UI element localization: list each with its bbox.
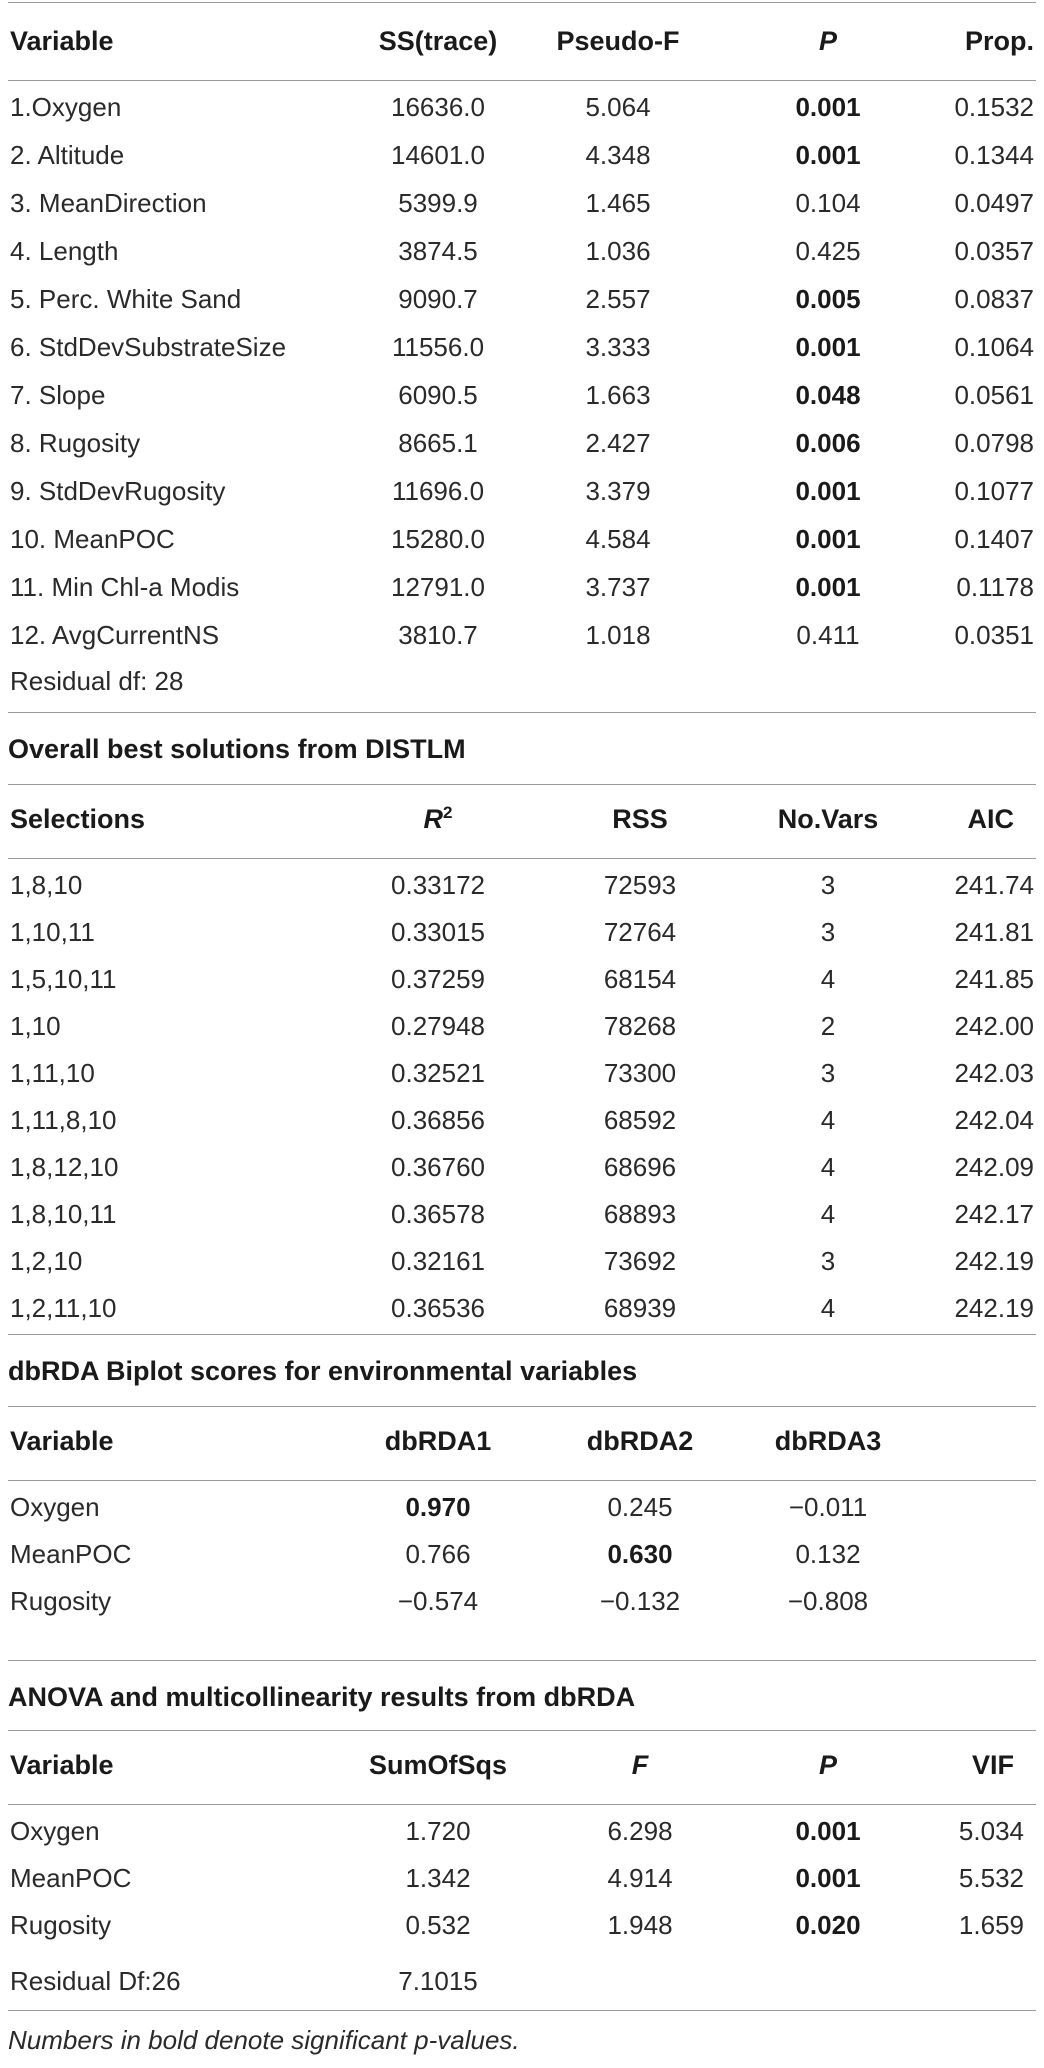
table-row: [0, 1808, 1044, 1854]
cell-ss-trace: 11696.0: [391, 476, 485, 506]
table-rule: [8, 1804, 1036, 1805]
cell-f: 4.914: [607, 1863, 673, 1893]
cell-ss-trace: 11556.0: [391, 332, 485, 362]
table-rule: [8, 712, 1036, 713]
cell-aic: 242.19: [954, 1293, 1034, 1323]
cell-no-vars: 3: [820, 1058, 836, 1088]
cell-variable: MeanPOC: [10, 1863, 132, 1893]
table1-header-row: [0, 18, 1044, 64]
cell-no-vars: 4: [820, 1152, 836, 1182]
cell-prop: 0.1178: [956, 572, 1034, 602]
header-sumofsqs: SumOfSqs: [368, 1750, 508, 1780]
table-row: [0, 909, 1044, 955]
cell-no-vars: 4: [820, 1293, 836, 1323]
cell-pseudo-f: 5.064: [585, 92, 651, 122]
table-row: [0, 612, 1044, 658]
cell-p-value: 0.001: [795, 332, 861, 362]
cell-dbrda3: 0.132: [795, 1539, 861, 1569]
cell-vif: 1.659: [958, 1910, 1024, 1940]
cell-prop: 0.0798: [954, 428, 1034, 458]
table-row: [0, 420, 1044, 466]
cell-variable: 2. Altitude: [10, 140, 125, 170]
cell-rss: 78268: [603, 1011, 677, 1041]
table-row: [0, 1531, 1044, 1577]
table2-header-row: [0, 796, 1044, 842]
header-f: F: [631, 1750, 649, 1780]
cell-no-vars: 4: [820, 1199, 836, 1229]
table-row: [0, 1285, 1044, 1331]
table-row: [0, 1144, 1044, 1190]
cell-p-value: 0.001: [795, 572, 861, 602]
header-variable: Variable: [10, 26, 114, 56]
cell-variable: 8. Rugosity: [10, 428, 141, 458]
cell-ss-trace: 8665.1: [398, 428, 478, 458]
table1-footer-row: [0, 658, 1044, 704]
cell-variable: Rugosity: [10, 1586, 112, 1616]
cell-no-vars: 2: [820, 1011, 836, 1041]
cell-variable: 10. MeanPOC: [10, 524, 175, 554]
cell-aic: 242.09: [954, 1152, 1034, 1182]
cell-r-squared: 0.36536: [391, 1293, 485, 1323]
cell-sumofsqs: 1.720: [405, 1816, 471, 1846]
cell-f: 1.948: [607, 1910, 673, 1940]
cell-ss-trace: 12791.0: [391, 572, 485, 602]
table-rule: [8, 858, 1036, 859]
cell-no-vars: 3: [820, 870, 836, 900]
table-row: [0, 372, 1044, 418]
cell-prop: 0.1064: [954, 332, 1034, 362]
table-footnote: Numbers in bold denote significant p-values.: [8, 2025, 520, 2055]
cell-variable: Rugosity: [10, 1910, 112, 1940]
cell-p-value: 0.001: [795, 140, 861, 170]
cell-pseudo-f: 1.465: [585, 188, 651, 218]
cell-rss: 68939: [603, 1293, 677, 1323]
cell-dbrda1: 0.766: [405, 1539, 471, 1569]
cell-prop: 0.1407: [954, 524, 1034, 554]
cell-rss: 68154: [603, 964, 677, 994]
cell-prop: 0.1532: [954, 92, 1034, 122]
cell-selections: 1,8,12,10: [10, 1152, 119, 1182]
cell-selections: 1,2,10: [10, 1246, 83, 1276]
cell-pseudo-f: 4.348: [585, 140, 651, 170]
cell-prop: 0.0351: [954, 620, 1034, 650]
cell-ss-trace: 3810.7: [398, 620, 478, 650]
table-row: [0, 1050, 1044, 1096]
cell-no-vars: 3: [820, 917, 836, 947]
cell-p-value: 0.001: [795, 524, 861, 554]
cell-variable: 11. Min Chl-a Modis: [10, 572, 240, 602]
table-rule: [8, 784, 1036, 785]
table-row: [0, 132, 1044, 178]
cell-sumofsqs: 0.532: [405, 1910, 471, 1940]
cell-selections: 1,2,11,10: [10, 1293, 117, 1323]
table-row: [0, 324, 1044, 370]
cell-prop: 0.1344: [954, 140, 1034, 170]
table-row: [0, 564, 1044, 610]
section-title-dbrda-biplot: dbRDA Biplot scores for environmental variables: [8, 1356, 638, 1386]
cell-variable: 9. StdDevRugosity: [10, 476, 226, 506]
cell-p-value: 0.005: [795, 284, 861, 314]
header-variable: Variable: [10, 1750, 114, 1780]
cell-pseudo-f: 1.018: [585, 620, 651, 650]
table-rule: [8, 80, 1036, 81]
table-rule: [8, 1406, 1036, 1407]
table4-header-row: [0, 1742, 1044, 1788]
cell-variable: 4. Length: [10, 236, 119, 266]
cell-prop: 0.1077: [954, 476, 1034, 506]
table-row: [0, 1191, 1044, 1237]
residual-df-label: Residual df: 28: [10, 666, 184, 696]
header-p: P: [818, 1750, 838, 1780]
cell-selections: 1,11,8,10: [10, 1105, 117, 1135]
cell-pseudo-f: 1.036: [585, 236, 651, 266]
table-rule: [8, 2, 1036, 3]
cell-p-value: 0.048: [795, 380, 861, 410]
residual-df-label: Residual Df:26: [10, 1966, 181, 1996]
cell-dbrda2: 0.245: [607, 1492, 673, 1522]
table-row: [0, 276, 1044, 322]
cell-r-squared: 0.32161: [391, 1246, 485, 1276]
header-aic: AIC: [967, 804, 1014, 834]
header-pseudo-f: Pseudo-F: [556, 26, 680, 56]
cell-variable: 3. MeanDirection: [10, 188, 207, 218]
cell-r-squared: 0.37259: [391, 964, 485, 994]
cell-selections: 1,5,10,11: [10, 964, 117, 994]
cell-ss-trace: 15280.0: [391, 524, 485, 554]
cell-p-value: 0.425: [795, 236, 861, 266]
residual-sumofsqs: 7.1015: [398, 1966, 478, 1996]
cell-variable: 12. AvgCurrentNS: [10, 620, 220, 650]
table-row: [0, 1855, 1044, 1901]
cell-r-squared: 0.36760: [391, 1152, 485, 1182]
cell-aic: 242.19: [954, 1246, 1034, 1276]
cell-dbrda2: −0.132: [599, 1586, 681, 1616]
table-row: [0, 862, 1044, 908]
cell-f: 6.298: [607, 1816, 673, 1846]
cell-r-squared: 0.36578: [391, 1199, 485, 1229]
cell-pseudo-f: 1.663: [585, 380, 651, 410]
cell-r-squared: 0.27948: [391, 1011, 485, 1041]
cell-p-value: 0.001: [795, 92, 861, 122]
cell-rss: 68893: [603, 1199, 677, 1229]
cell-rss: 73692: [603, 1246, 677, 1276]
cell-rss: 72764: [603, 917, 677, 947]
table-row: [0, 84, 1044, 130]
cell-variable: 1.Oxygen: [10, 92, 122, 122]
cell-ss-trace: 6090.5: [398, 380, 478, 410]
header-selections: Selections: [10, 804, 146, 834]
table-row: [0, 956, 1044, 1002]
header-dbrda2: dbRDA2: [586, 1426, 694, 1456]
cell-pseudo-f: 2.427: [585, 428, 651, 458]
cell-rss: 68592: [603, 1105, 677, 1135]
header-p: P: [818, 26, 838, 56]
table-row: [0, 1578, 1044, 1624]
header-ss-trace: SS(trace): [378, 26, 498, 56]
header-r-squared: $R^2$: [423, 803, 453, 834]
table-rule: [8, 1334, 1036, 1335]
cell-p-value: 0.020: [795, 1910, 861, 1940]
table3-header-row: [0, 1418, 1044, 1464]
cell-vif: 5.532: [958, 1863, 1024, 1893]
cell-vif: 5.034: [958, 1816, 1024, 1846]
cell-dbrda3: −0.011: [788, 1492, 868, 1522]
cell-aic: 242.04: [954, 1105, 1034, 1135]
cell-selections: 1,11,10: [10, 1058, 95, 1088]
header-rss: RSS: [612, 804, 668, 834]
table-row: [0, 516, 1044, 562]
cell-variable: Oxygen: [10, 1816, 100, 1846]
cell-no-vars: 4: [820, 964, 836, 994]
cell-prop: 0.0561: [954, 380, 1034, 410]
cell-p-value: 0.001: [795, 1816, 861, 1846]
table-row: [0, 1238, 1044, 1284]
cell-rss: 73300: [603, 1058, 677, 1088]
cell-pseudo-f: 3.737: [585, 572, 651, 602]
table-row: [0, 228, 1044, 274]
cell-prop: 0.0497: [954, 188, 1034, 218]
cell-dbrda2: 0.630: [607, 1539, 673, 1569]
header-dbrda3: dbRDA3: [774, 1426, 882, 1456]
cell-variable: Oxygen: [10, 1492, 100, 1522]
cell-variable: 6. StdDevSubstrateSize: [10, 332, 287, 362]
header-vif: VIF: [971, 1750, 1014, 1780]
cell-p-value: 0.001: [795, 1863, 861, 1893]
cell-prop: 0.0357: [954, 236, 1034, 266]
cell-prop: 0.0837: [954, 284, 1034, 314]
section-title-distlm: Overall best solutions from DISTLM: [8, 734, 466, 764]
cell-aic: 242.03: [954, 1058, 1034, 1088]
cell-ss-trace: 5399.9: [398, 188, 478, 218]
header-dbrda1: dbRDA1: [384, 1426, 492, 1456]
cell-pseudo-f: 4.584: [585, 524, 651, 554]
cell-p-value: 0.001: [795, 476, 861, 506]
cell-dbrda1: −0.574: [397, 1586, 479, 1616]
table-rule: [8, 1480, 1036, 1481]
cell-ss-trace: 14601.0: [391, 140, 485, 170]
table-row: [0, 1484, 1044, 1530]
cell-aic: 242.17: [954, 1199, 1034, 1229]
cell-aic: 241.85: [954, 964, 1034, 994]
cell-dbrda3: −0.808: [787, 1586, 869, 1616]
section-title-anova: ANOVA and multicollinearity results from dbRDA: [8, 1682, 636, 1712]
cell-variable: 7. Slope: [10, 380, 106, 410]
table-row: [0, 468, 1044, 514]
cell-rss: 68696: [603, 1152, 677, 1182]
table-row: [0, 1003, 1044, 1049]
cell-rss: 72593: [603, 870, 677, 900]
table-row: [0, 1902, 1044, 1948]
table-rule: [8, 1730, 1036, 1731]
table-row: [0, 180, 1044, 226]
cell-r-squared: 0.32521: [391, 1058, 485, 1088]
header-no-vars: No.Vars: [777, 804, 879, 834]
table-rule: [8, 2010, 1036, 2011]
cell-sumofsqs: 1.342: [405, 1863, 471, 1893]
cell-ss-trace: 3874.5: [398, 236, 478, 266]
cell-dbrda1: 0.970: [405, 1492, 471, 1522]
cell-aic: 242.00: [954, 1011, 1034, 1041]
cell-pseudo-f: 3.333: [585, 332, 651, 362]
cell-r-squared: 0.33172: [391, 870, 485, 900]
cell-aic: 241.81: [954, 917, 1034, 947]
cell-no-vars: 3: [820, 1246, 836, 1276]
table4-footer-row: [0, 1958, 1044, 2004]
table-row: [0, 1097, 1044, 1143]
cell-p-value: 0.104: [795, 188, 861, 218]
cell-pseudo-f: 3.379: [585, 476, 651, 506]
cell-ss-trace: 9090.7: [398, 284, 478, 314]
cell-ss-trace: 16636.0: [391, 92, 485, 122]
table-rule: [8, 1660, 1036, 1661]
header-variable: Variable: [10, 1426, 114, 1456]
cell-variable: 5. Perc. White Sand: [10, 284, 242, 314]
cell-selections: 1,8,10,11: [10, 1199, 117, 1229]
header-prop: Prop.: [964, 26, 1034, 56]
cell-selections: 1,8,10: [10, 870, 83, 900]
cell-selections: 1,10: [10, 1011, 61, 1041]
cell-selections: 1,10,11: [10, 917, 95, 947]
cell-r-squared: 0.33015: [391, 917, 485, 947]
cell-pseudo-f: 2.557: [585, 284, 651, 314]
cell-p-value: 0.411: [796, 620, 860, 650]
cell-aic: 241.74: [954, 870, 1034, 900]
cell-p-value: 0.006: [795, 428, 861, 458]
cell-no-vars: 4: [820, 1105, 836, 1135]
cell-variable: MeanPOC: [10, 1539, 132, 1569]
cell-r-squared: 0.36856: [391, 1105, 485, 1135]
